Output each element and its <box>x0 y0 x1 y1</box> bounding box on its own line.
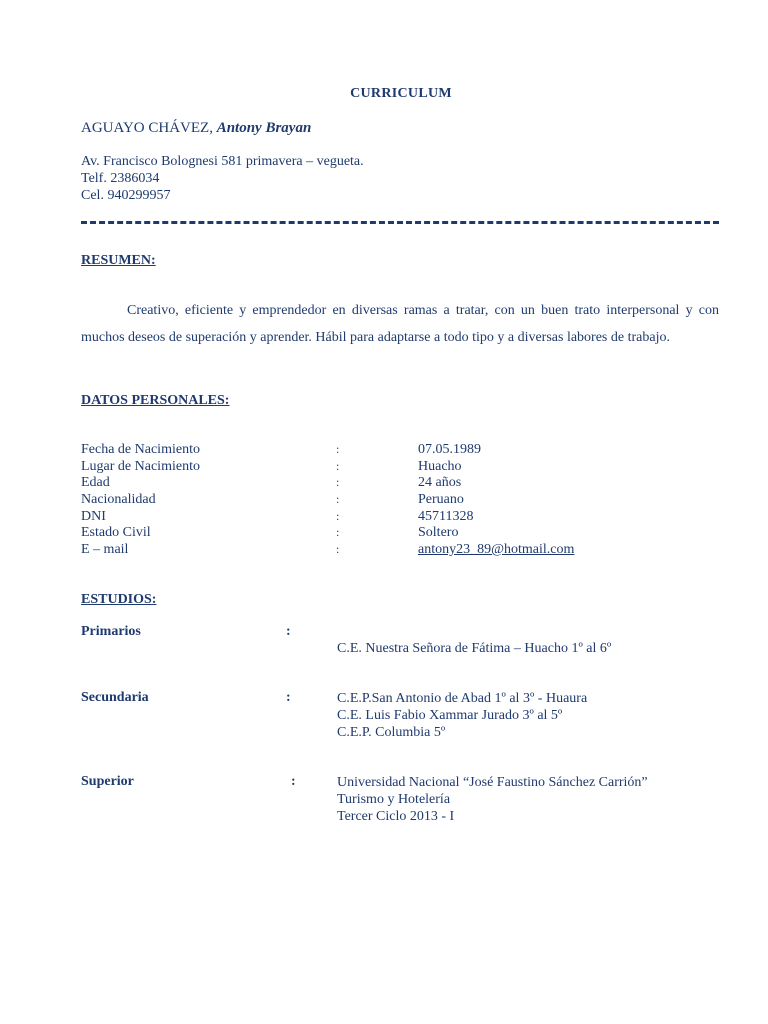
personal-row-nationality <box>81 492 721 509</box>
contact-phone: Telf. 2386034 <box>81 171 160 186</box>
candidate-surname: AGUAYO CHÁVEZ, <box>81 120 213 136</box>
studies-primary-colon: : <box>286 624 291 639</box>
candidate-name <box>81 120 311 137</box>
personal-label: Estado Civil <box>81 525 151 540</box>
personal-value: Peruano <box>418 492 464 507</box>
personal-label: E – mail <box>81 542 129 557</box>
study-line: C.E. Nuestra Señora de Fátima – Huacho 1º al 6º <box>337 641 612 656</box>
personal-value: Huacho <box>418 459 462 474</box>
study-line: C.E. Luis Fabio Xammar Jurado 3º al 5º <box>337 708 563 723</box>
candidate-given-name: Antony Brayan <box>216 120 312 136</box>
personal-row-birthdate <box>81 442 721 459</box>
studies-higher-lines <box>337 774 648 825</box>
summary-text: Creativo, eficiente y emprendedor en diversas ramas a tratar, con un buen trato interpersonal y con muchos deseos de superación y aprender. Hábil para adaptarse a todo tipo y a diversas labores de trabajo. <box>81 303 719 345</box>
email-link[interactable]: antony23_89@hotmail.com <box>418 542 575 557</box>
studies-secondary-label: Secundaria <box>81 690 149 705</box>
personal-value: Soltero <box>418 525 459 540</box>
studies-secondary-lines <box>337 690 587 741</box>
study-line: C.E.P. Columbia 5º <box>337 725 446 740</box>
personal-colon: : <box>336 459 340 473</box>
personal-label: Nacionalidad <box>81 492 156 507</box>
study-line: Tercer Ciclo 2013 - I <box>337 809 455 824</box>
personal-colon: : <box>336 442 340 456</box>
personal-colon: : <box>336 542 340 556</box>
personal-row-dni <box>81 509 721 526</box>
studies-primary-lines <box>337 640 611 657</box>
studies-heading: ESTUDIOS: <box>81 592 157 607</box>
personal-label: Edad <box>81 475 110 490</box>
study-line: Universidad Nacional “José Faustino Sánchez Carrión” <box>337 775 648 790</box>
studies-higher-label: Superior <box>81 774 134 789</box>
document-title: CURRICULUM <box>350 86 452 101</box>
studies-secondary-colon: : <box>286 690 291 705</box>
personal-row-age <box>81 475 721 492</box>
personal-label: Lugar de Nacimiento <box>81 459 200 474</box>
study-line: Turismo y Hotelería <box>337 792 451 807</box>
summary-heading: RESUMEN: <box>81 253 156 268</box>
personal-colon: : <box>336 492 340 506</box>
personal-row-marital-status <box>81 525 721 542</box>
personal-value: 24 años <box>418 475 462 490</box>
personal-row-birthplace <box>81 459 721 476</box>
personal-label: DNI <box>81 509 106 524</box>
personal-data-heading: DATOS PERSONALES: <box>81 393 230 408</box>
personal-value: 07.05.1989 <box>418 442 481 457</box>
personal-row-email <box>81 542 721 559</box>
contact-cell: Cel. 940299957 <box>81 188 171 203</box>
studies-primary-label: Primarios <box>81 624 141 639</box>
personal-colon: : <box>336 509 340 523</box>
dashed-separator <box>81 221 719 224</box>
personal-colon: : <box>336 475 340 489</box>
personal-label: Fecha de Nacimiento <box>81 442 200 457</box>
studies-higher-colon: : <box>291 774 296 789</box>
contact-address: Av. Francisco Bolognesi 581 primavera – vegueta. <box>81 154 364 169</box>
personal-value: 45711328 <box>418 509 474 524</box>
personal-colon: : <box>336 525 340 539</box>
study-line: C.E.P.San Antonio de Abad 1º al 3º - Huaura <box>337 691 588 706</box>
